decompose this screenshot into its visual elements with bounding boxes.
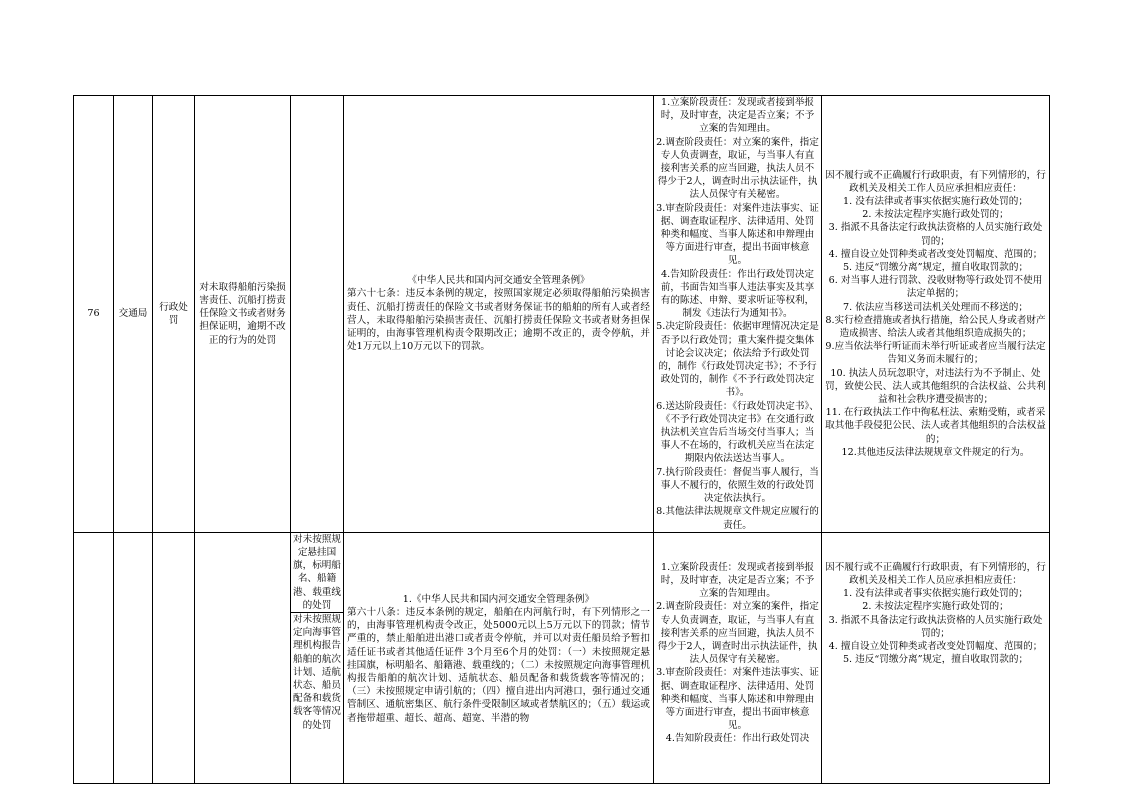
accountability-item: 5. 违反“罚缴分离”规定，擅自收取罚款的； bbox=[842, 262, 1029, 274]
accountability-item: 4. 擅自设立处罚种类或者改变处罚幅度、范围的； bbox=[828, 248, 1043, 260]
accountability-item: 因不履行或不正确履行行政职责，有下列情形的，行政机关及相关工作人员应承担相应责任： bbox=[825, 561, 1046, 586]
department-cell bbox=[114, 532, 153, 783]
responsibility-item: 7.执行阶段责任：督促当事人履行，当事人不履行的，依照生效的行政处罚决定依法执行。 bbox=[656, 466, 819, 505]
row-number bbox=[74, 532, 114, 783]
responsibility-item: 8.其他法律法规规章文件规定应履行的责任。 bbox=[656, 506, 819, 531]
responsibility-item: 5.决定阶段责任：依据审理情况决定是否予以行政处罚；重大案件提交集体讨论会议决定；依法给予行政处罚的，制作《行政处罚决定书》；不予行政处罚的，制作《不予行政处罚决定书》。 bbox=[656, 321, 819, 399]
accountability-item: 3. 指派不具备法定行政执法资格的人员实施行政处罚的； bbox=[828, 614, 1043, 639]
responsibility-item: 1.立案阶段责任：发现或者接到举报时，及时审查，决定是否立案；不予立案的告知理由。 bbox=[660, 97, 815, 135]
legal-basis-title: 1.《中华人民共和国内河交通安全管理条例》 bbox=[402, 593, 595, 605]
accountability-item: 11. 在行政执法工作中徇私枉法、索贿受贿，或者采取其他手段侵犯公民、法人或者其他组织的合法权益的； bbox=[825, 407, 1046, 445]
table-row bbox=[74, 532, 1050, 783]
responsibility-item: 1.立案阶段责任：发现或者接到举报时，及时审查，决定是否立案；不予立案的告知理由。 bbox=[660, 561, 815, 600]
responsibility-item: 3.审查阶段责任：对案件违法事实、证据、调查取证程序、法律适用、处罚种类和幅度、当事人陈述和申辩理由等方面进行审查，提出书面审核意见。 bbox=[656, 202, 819, 267]
accountability-item: 5. 违反“罚缴分离”规定，擅自收取罚款的； bbox=[842, 654, 1029, 666]
accountability-item: 2. 未按法定程序实施行政处罚的； bbox=[862, 209, 1009, 221]
responsibility-item: 3.审查阶段责任：对案件违法事实、证据、调查取证程序、法律适用、处罚种类和幅度、当事人陈述和申辩理由等方面进行审查，提出书面审核意见。 bbox=[656, 667, 819, 732]
table-row bbox=[74, 96, 1050, 533]
sub-item-cell bbox=[291, 96, 344, 533]
sub-item: 对未按照规定向海事管理机构报告船舶的航次计划、适航状态、船员配备和载货载客等情况的处罚 bbox=[293, 613, 341, 731]
accountability-item: 12.其他违反法律法规规章文件规定的行为。 bbox=[841, 446, 1030, 458]
accountability-item: 10. 执法人员玩忽职守，对违法行为不予制止、处罚，致使公民、法人或其他组织的合法权益、公共利益和社会秩序遭受损害的； bbox=[825, 367, 1046, 406]
power-item-cell: 对未取得船舶污染损害责任、沉船打捞责任保险文书或者财务担保证明，逾期不改正的行为的处罚 bbox=[195, 96, 291, 533]
legal-basis-text: 第六十八条：违反本条例的规定，船舶在内河航行时，有下列情形之一的，由海事管理机构责令改正，处5000元以上5万元以下的罚款；情节严重的，禁止船舶进出港口或者责令停航，并可以对责任船员给予暂扣适任证书或者其他适任证件 3个月至6个月的处罚：（一）未按照规定悬挂国旗，标明船名、船籍港、载重线的；（二）未按照规定向海事管理机构报告船舶的航次计划、适航状态、船员配备和载货载客等情况的；（三）未按照规定申请引航的；（四）擅自进出内河港口，强行通过交通管制区、通航密集区、航行条件受限制区域或者禁航区的；（五）载运或者拖带超重、超长、超高、超宽、半潜的物 bbox=[347, 606, 650, 724]
accountability-item: 8.实行检查措施或者执行措施，给公民人身或者财产造成损害、给法人或者其他组织造成损失的； bbox=[825, 314, 1046, 340]
legal-basis-cell bbox=[344, 96, 654, 533]
responsibility-item: 4.告知阶段责任：作出行政处罚决 bbox=[665, 733, 810, 745]
row-number: 76 bbox=[74, 96, 114, 533]
sub-item: 对未按照规定悬挂国旗，标明船名、船籍港、载重线的处罚 bbox=[291, 533, 343, 613]
accountability-cell bbox=[822, 532, 1050, 783]
power-type-cell bbox=[153, 532, 195, 783]
accountability-item: 4. 擅自设立处罚种类或者改变处罚幅度、范围的； bbox=[828, 640, 1043, 652]
accountability-item: 1. 没有法律或者事实依据实施行政处罚的； bbox=[843, 196, 1028, 208]
power-list-table bbox=[73, 95, 1050, 784]
accountability-item: 6. 对当事人进行罚款、没收财物等行政处罚不使用法定单据的； bbox=[828, 275, 1043, 300]
spreadsheet-page bbox=[73, 95, 1049, 745]
accountability-item: 1. 没有法律或者事实依据实施行政处罚的； bbox=[843, 588, 1028, 600]
power-type-cell: 行政处罚 bbox=[153, 96, 195, 533]
responsibility-cell bbox=[654, 532, 822, 783]
responsibility-item: 6.送达阶段责任：《行政处罚决定书》、《不予行政处罚决定书》在交通行政执法机关宣告后当场交付当事人；当事人不在场的，行政机关应当在法定期限内依法送达当事人。 bbox=[656, 400, 819, 465]
responsibility-item: 2.调查阶段责任：对立案的案件，指定专人负责调查，取证，与当事人有直接利害关系的应当回避，执法人员不得少于2人，调查时出示执法证件，执法人员保守有关秘密。 bbox=[656, 136, 819, 201]
department-cell: 交通局 bbox=[114, 96, 153, 533]
legal-basis-cell bbox=[344, 532, 654, 783]
accountability-item: 9.应当依法举行听证而未举行听证或者应当履行法定告知义务而未履行的； bbox=[825, 341, 1046, 366]
accountability-item: 2. 未按法定程序实施行政处罚的； bbox=[862, 601, 1009, 613]
responsibility-cell bbox=[654, 96, 822, 533]
accountability-item: 7. 依法应当移送司法机关处理而不移送的； bbox=[843, 301, 1028, 313]
sub-item-cell bbox=[291, 532, 344, 783]
legal-basis-title: 《中华人民共和国内河交通安全管理条例》 bbox=[407, 275, 590, 287]
accountability-cell bbox=[822, 96, 1050, 533]
accountability-item: 3. 指派不具备法定行政执法资格的人员实施行政处罚的； bbox=[828, 222, 1043, 247]
responsibility-item: 2.调查阶段责任：对立案的案件，指定专人负责调查，取证，与当事人有直接利害关系的应当回避，执法人员不得少于2人，调查时出示执法证件，执法人员保守有关秘密。 bbox=[656, 601, 819, 666]
power-item-cell bbox=[195, 532, 291, 783]
responsibility-item: 4.告知阶段责任：作出行政处罚决定前，书面告知当事人违法事实及其享有的陈述、申辩、要求听证等权利，制发《违法行为通知书》。 bbox=[660, 268, 815, 320]
accountability-item: 因不履行或不正确履行行政职责，有下列情形的，行政机关及相关工作人员应承担相应责任： bbox=[825, 169, 1046, 194]
legal-basis-text: 第六十七条：违反本条例的规定，按照国家规定必须取得船舶污染损害责任、沉船打捞责任的保险文书或者财务保证书的船舶的所有人或者经营人，未取得船舶污染损害责任、沉船打捞责任保险文书或者财务担保证明的，由海事管理机构责令限期改正；逾期不改正的，责令停航，并处1万元以上10万元以下的罚款。 bbox=[347, 288, 650, 353]
